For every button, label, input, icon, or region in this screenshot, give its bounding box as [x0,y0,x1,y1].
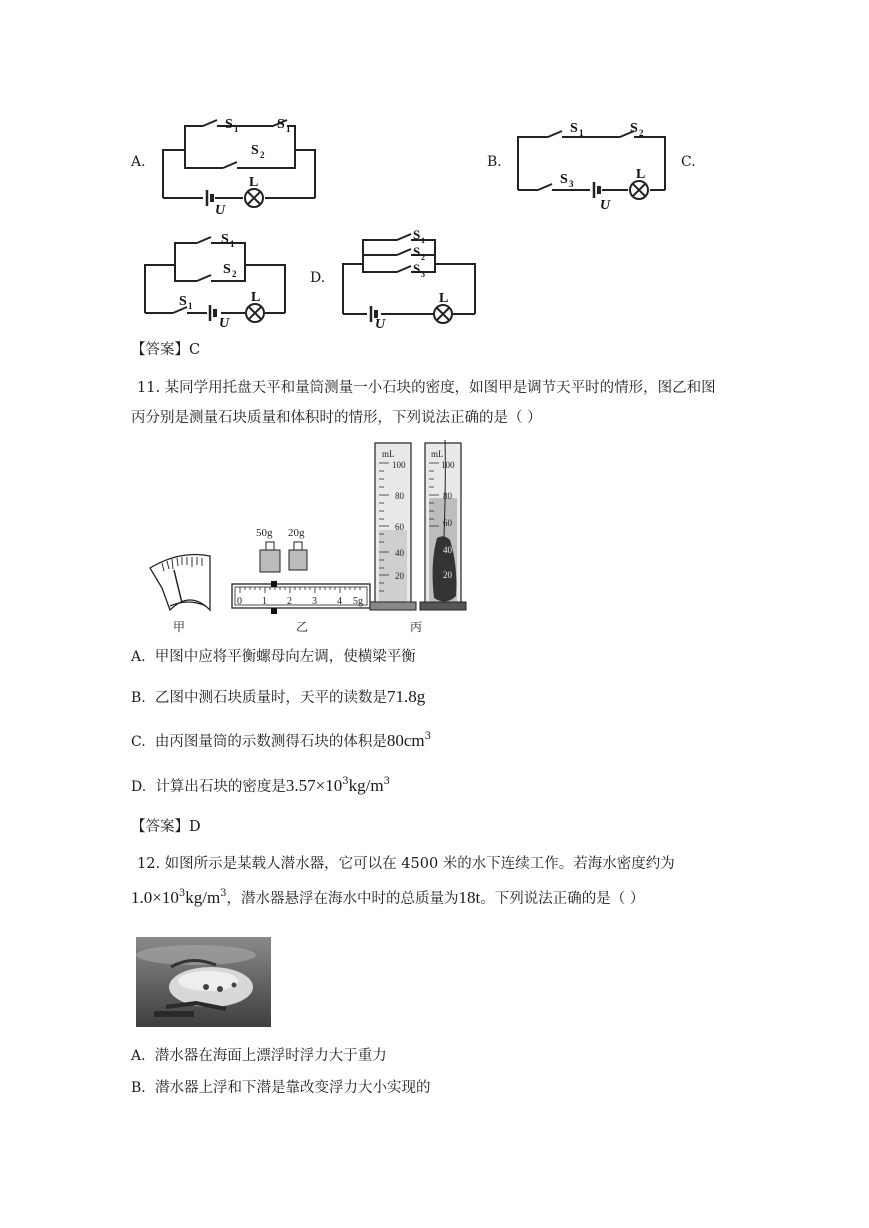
svg-text:U: U [219,316,230,330]
svg-text:S: S [413,261,421,276]
svg-text:mL: mL [431,449,444,459]
svg-text:80: 80 [443,491,452,501]
svg-text:100: 100 [441,460,455,470]
weight-50g-label: 50g [256,527,273,539]
circuit-diagram-a [155,108,325,218]
ruler-tick: 4 [337,596,342,607]
svg-text:2: 2 [260,150,265,160]
ruler-tick: 0 [237,596,242,607]
svg-text:S: S [223,262,231,277]
svg-text:20: 20 [443,570,452,580]
ruler-tick: 5g [353,596,363,607]
submersible-photo [136,937,271,1027]
option-a-label: A. [131,154,146,170]
option-b-label: B. [487,154,502,170]
option-c-label: C. [681,154,696,170]
circuit-diagram-d [335,222,485,330]
label-l: L [249,175,259,190]
svg-text:2: 2 [232,269,237,279]
q11-option-a: A. 甲图中应将平衡螺母向左调，使横梁平衡 [131,649,416,665]
svg-text:L: L [636,167,646,182]
svg-text:40: 40 [395,548,404,558]
q11-option-b: B. 乙图中测石块质量时，天平的读数是71.8g [131,687,426,706]
svg-text:2: 2 [639,128,644,138]
label-u: U [215,203,226,218]
svg-text:U: U [600,198,611,213]
svg-text:mL: mL [382,449,395,459]
ruler-tick: 2 [287,596,292,607]
svg-text:1: 1 [579,128,584,138]
label-s1: S [225,117,233,132]
svg-text:40: 40 [443,545,452,555]
measuring-cylinders-bing [370,440,466,634]
svg-text:S: S [221,232,229,247]
svg-text:1: 1 [286,124,291,134]
question-11-stem-line1: 11. 某同学用托盘天平和量筒测量一小石块的密度，如图甲是调节天平时的情形，图乙和图 [137,380,716,396]
svg-text:L: L [251,290,261,305]
svg-text:80: 80 [395,491,404,501]
question-12-stem-line1: 12. 如图所示是某载人潜水器，它可以在 4500 米的水下连续工作。若海水密度约为 [137,856,675,872]
q11-option-c: C. 由丙图量筒的示数测得石块的体积是$80cm^3$ [131,731,432,750]
answer-q10: 【答案】C [131,342,201,358]
svg-text:20: 20 [395,571,404,581]
svg-text:60: 60 [395,522,404,532]
weights-and-ruler-yi [232,527,370,634]
circuit-diagram-c [137,225,297,330]
svg-text:1: 1 [421,236,425,245]
svg-text:S: S [570,121,578,136]
q11-option-d: D. 计算出石块的密度是$3.57\times 10^3kg/m^3$ [131,776,390,795]
answer-q11: 【答案】D [131,819,201,835]
svg-text:L: L [439,291,449,306]
svg-text:1: 1 [230,239,235,249]
circuit-diagram-b [510,115,675,215]
question-11-stem-line2: 丙分别是测量石块质量和体积时的情形，下列说法正确的是（ ） [131,410,542,426]
svg-text:S: S [413,227,421,242]
question-12-stem-line2: $1.0\times 10^3kg/m^3$，潜水器悬浮在海水中时的总质量为18t。下列说法正确的是（ ） [131,888,645,907]
svg-text:3: 3 [421,270,425,279]
ruler-tick: 3 [312,596,317,607]
svg-text:60: 60 [443,518,452,528]
balance-scale-jia [150,555,210,635]
svg-text:2: 2 [421,253,425,262]
q12-option-a: A. 潜水器在海面上漂浮时浮力大于重力 [131,1048,387,1064]
svg-text:S: S [179,294,187,309]
svg-text:S: S [560,172,568,187]
svg-text:3: 3 [569,179,574,189]
caption-jia: 甲 [173,620,186,634]
q12-option-b: B. 潜水器上浮和下潜是靠改变浮力大小实现的 [131,1080,431,1096]
svg-text:S: S [277,117,285,132]
caption-yi: 乙 [296,620,309,634]
svg-text:S: S [630,121,638,136]
svg-text:U: U [375,317,386,330]
svg-text:S: S [413,244,421,259]
weight-20g-label: 20g [288,527,305,539]
svg-text:1: 1 [188,301,193,311]
option-d-label: D. [310,270,326,286]
svg-text:100: 100 [392,460,406,470]
ruler-tick: 1 [262,596,267,607]
svg-text:1: 1 [234,124,239,134]
caption-bing: 丙 [410,620,423,634]
figure-balance-cylinder [140,438,480,638]
label-s2: S [251,143,259,158]
